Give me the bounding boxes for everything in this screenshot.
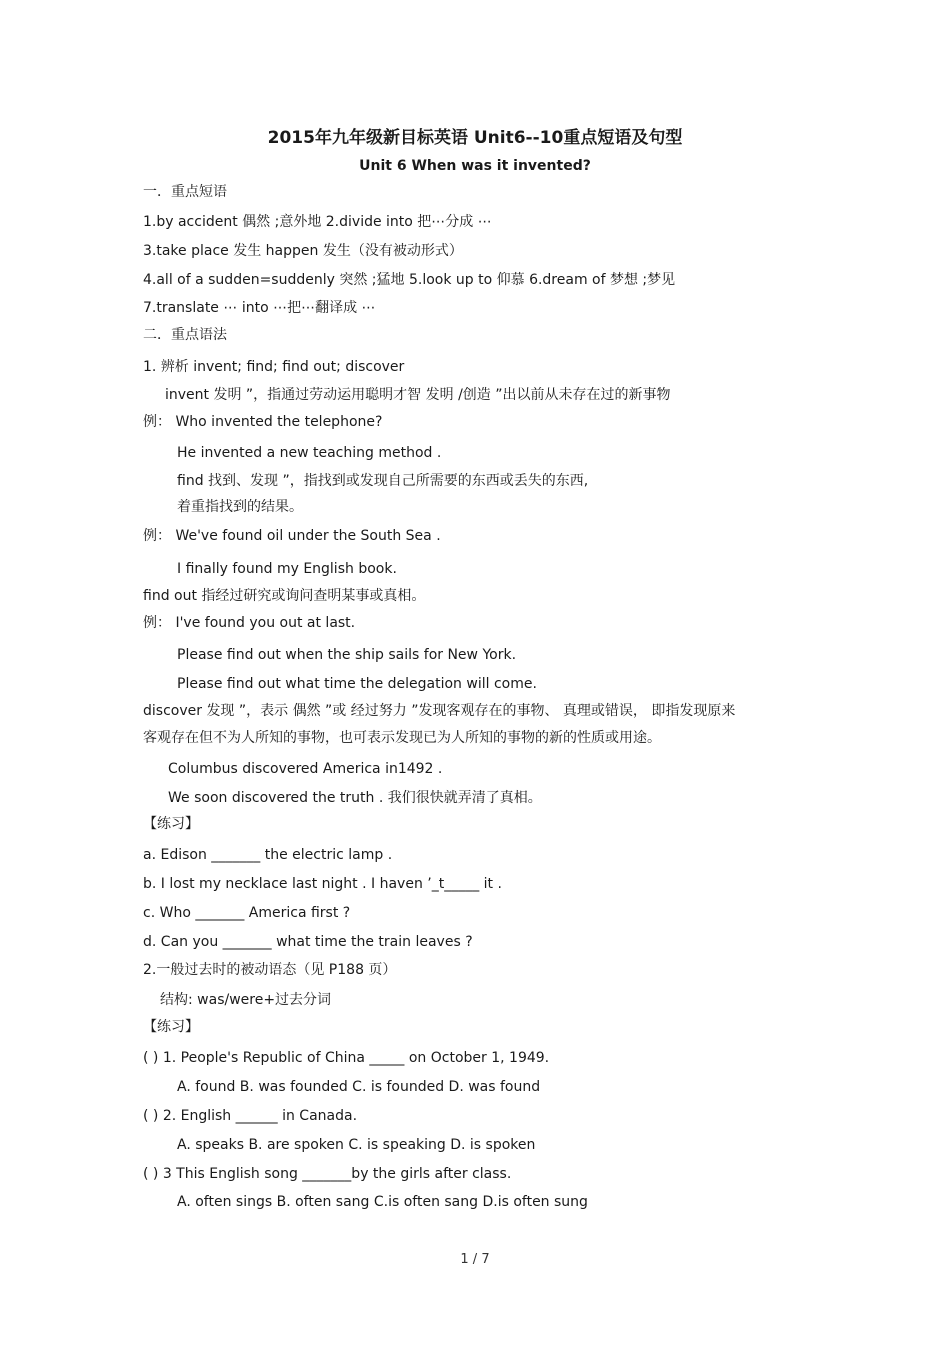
phrase-line: 7.translate ⋯ into ⋯把⋯翻译成 ⋯	[143, 300, 376, 316]
explanation-line: invent 发明 ”，指通过劳动运用聪明才智 发明 /创造 ”出以前从未存在过的新事物	[165, 387, 671, 403]
section-heading-phrases: 一．重点短语	[143, 184, 227, 200]
explanation-line: 着重指找到的结果。	[177, 499, 303, 515]
question-line: ( ) 2. English ______ in Canada.	[143, 1108, 358, 1124]
options-line: A. found B. was founded C. is founded D. was found	[177, 1079, 541, 1095]
phrase-line: 1.by accident 偶然 ;意外地 2.divide into 把⋯分成 ⋯	[143, 214, 492, 230]
grammar-point: 1. 辨析 invent; find; find out; discover	[143, 359, 405, 375]
section-heading-grammar: 二．重点语法	[143, 327, 227, 343]
page-number: 1 / 7	[460, 1252, 490, 1267]
phrase-line: 4.all of a sudden=suddenly 突然 ;猛地 5.look up to 仰慕 6.dream of 梦想 ;梦见	[143, 272, 676, 288]
example-line: Please find out when the ship sails for New York.	[177, 647, 517, 663]
example-line: He invented a new teaching method .	[177, 445, 442, 461]
example-line: We soon discovered the truth . 我们很快就弄清了真相。	[168, 790, 542, 806]
explanation-line: discover 发现 ”，表示 偶然 ”或 经过努力 ”发现客观存在的事物、 真理或错误， 即指发现原来	[143, 703, 736, 719]
example-line: Please find out what time the delegation will come.	[177, 676, 537, 692]
example-line: Columbus discovered America in1492 .	[168, 761, 443, 777]
phrase-line: 3.take place 发生 happen 发生（没有被动形式）	[143, 243, 463, 259]
question-line: ( ) 3 This English song _______by the girls after class.	[143, 1166, 512, 1182]
options-line: A. often sings B. often sang C.is often sang D.is often sung	[177, 1194, 588, 1210]
explanation-line: 客观存在但不为人所知的事物，也可表示发现已为人所知的事物的新的性质或用途。	[143, 730, 661, 746]
exercise-item: c. Who _______ America first ?	[143, 905, 351, 921]
options-line: A. speaks B. are spoken C. is speaking D. is spoken	[177, 1137, 536, 1153]
example-line: 例： Who invented the telephone?	[143, 414, 383, 430]
page-title: 2015年九年级新目标英语 Unit6--10重点短语及句型	[267, 128, 683, 148]
example-line: 例： We've found oil under the South Sea .	[143, 528, 441, 544]
example-line: I finally found my English book.	[177, 561, 397, 577]
explanation-line: find out 指经过研究或询问查明某事或真相。	[143, 588, 426, 604]
exercise-item: a. Edison _______ the electric lamp .	[143, 847, 393, 863]
unit-subtitle: Unit 6 When was it invented?	[359, 158, 591, 174]
practice-heading: 【练习】	[143, 1019, 199, 1035]
structure-line: 结构: was/were+过去分词	[160, 992, 332, 1008]
question-line: ( ) 1. People's Republic of China _____ on October 1, 1949.	[143, 1050, 550, 1066]
exercise-item: b. I lost my necklace last night . I haven ’_t_____ it .	[143, 876, 502, 892]
example-line: 例： I've found you out at last.	[143, 615, 356, 631]
grammar-point: 2.一般过去时的被动语态（见 P188 页）	[143, 962, 397, 978]
explanation-line: find 找到、发现 ”，指找到或发现自己所需要的东西或丢失的东西,	[177, 473, 589, 489]
exercise-item: d. Can you _______ what time the train leaves ?	[143, 934, 473, 950]
practice-heading: 【练习】	[143, 816, 199, 832]
